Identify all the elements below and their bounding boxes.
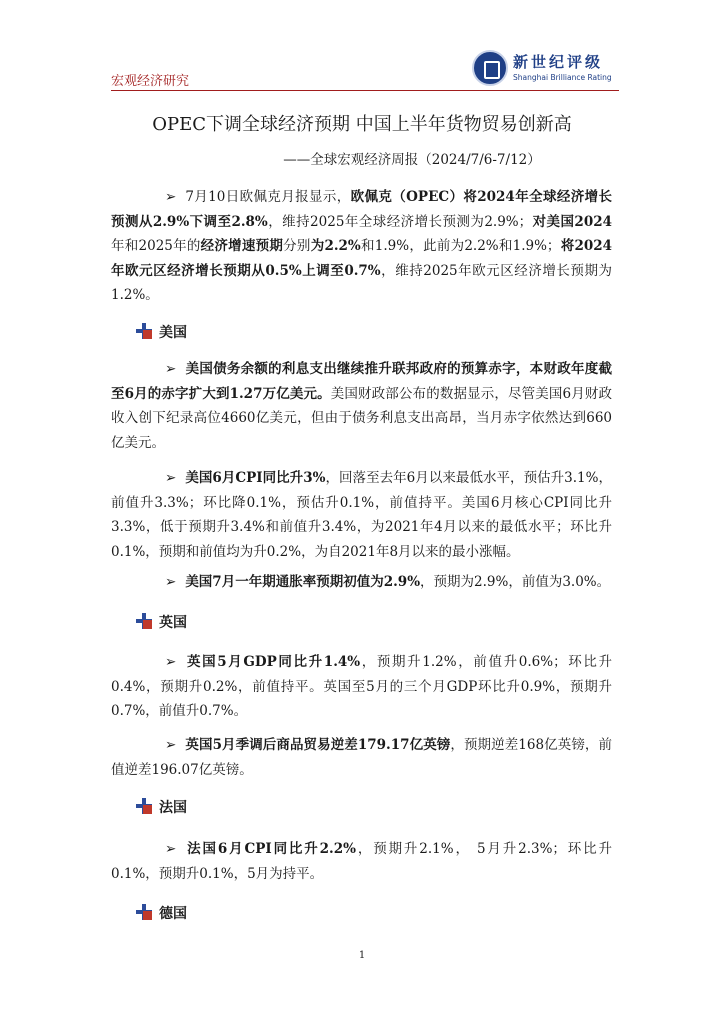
section-marker-icon bbox=[135, 797, 153, 815]
bullet-arrow-icon: ➢ bbox=[165, 189, 177, 205]
bold-text-run: 经济增速预期 bbox=[200, 238, 284, 254]
us-paragraph-3 bbox=[111, 570, 612, 595]
logo bbox=[472, 50, 617, 90]
section-marker-icon bbox=[135, 612, 153, 630]
text-run: ，维持2025年欧元区经济增长预期为1.2%。 bbox=[111, 262, 612, 303]
logo-name-cn: 新世纪评级 bbox=[513, 53, 604, 71]
logo-name-en: Shanghai Brilliance Rating bbox=[513, 73, 612, 82]
bold-text-run: 美国6月CPI同比升3% bbox=[185, 470, 326, 486]
text-run: 美国财政部公布的数据显示，尽管美国6月财政收入创下纪录高位4660亿美元，但由于债务利息支出高昂，当月赤字依然达到660亿美元。 bbox=[111, 385, 612, 451]
section-title: 法国 bbox=[159, 800, 187, 816]
bold-text-run: 美国7月一年期通胀率预期初值为2.9% bbox=[185, 574, 421, 590]
bullet-arrow-icon: ➢ bbox=[165, 470, 177, 486]
fr-paragraph-1 bbox=[111, 837, 612, 886]
text-run: ，预期为2.9%，前值为3.0%。 bbox=[420, 574, 611, 590]
bold-text-run: 法国6月CPI同比升2.2% bbox=[185, 841, 356, 857]
bold-text-run: 美国债务余额的利息支出继续推升联邦政府的预算赤字，本财政年度截至6月的赤字扩大到1.27万亿美元。 bbox=[111, 361, 612, 402]
us-paragraph-1 bbox=[111, 357, 612, 455]
text-run: ，预期升1.2%，前值升0.6%；环比升0.4%，预期升0.2%，前值持平。英国至5月的三个月GDP环比升0.9%，预期升0.7%，前值升0.7%。 bbox=[111, 654, 612, 719]
section-title: 英国 bbox=[159, 615, 187, 631]
text-run: 和1.9%，此前为2.2%和1.9%； bbox=[360, 238, 561, 254]
report-subtitle: ——全球宏观经济周报（2024/7/6-7/12） bbox=[283, 152, 541, 168]
section-marker-icon bbox=[135, 903, 153, 921]
text-run: ，预期升2.1%， 5月升2.3%；环比升0.1%，预期升0.1%，5月为持平。 bbox=[111, 841, 612, 882]
bullet-arrow-icon: ➢ bbox=[165, 737, 177, 753]
bullet-arrow-icon: ➢ bbox=[165, 841, 177, 857]
header-divider bbox=[111, 90, 619, 91]
uk-paragraph-1 bbox=[111, 650, 612, 724]
us-paragraph-2 bbox=[111, 466, 612, 564]
section-title: 德国 bbox=[159, 906, 187, 922]
bold-text-run: 欧佩克（OPEC）将2024年全球经济增长预测从2.9%下调至2.8% bbox=[111, 189, 612, 230]
text-run: 7月10日欧佩克月报显示， bbox=[185, 189, 351, 205]
bold-text-run: 英国5月GDP同比升1.4% bbox=[185, 654, 361, 670]
report-title: OPEC下调全球经济预期 中国上半年货物贸易创新高 bbox=[152, 114, 572, 135]
bold-text-run: 英国5月季调后商品贸易逆差179.17亿英镑 bbox=[185, 737, 451, 753]
section-marker-icon bbox=[135, 322, 153, 340]
bullet-arrow-icon: ➢ bbox=[165, 654, 177, 670]
logo-emblem-icon bbox=[472, 50, 508, 86]
bold-text-run: 为2.2% bbox=[310, 238, 361, 254]
page-number: 1 bbox=[358, 950, 366, 961]
bold-text-run: 对美国2024 bbox=[532, 213, 613, 230]
header-label: 宏观经济研究 bbox=[111, 74, 190, 89]
bullet-arrow-icon: ➢ bbox=[165, 574, 177, 590]
text-run: ，回落至去年6月以来最低水平，预估升3.1%，前值升3.3%；环比降0.1%，预估升0.1%，前值持平。美国6月核心CPI同比升3.3%，低于预期升3.4%和前值升3.4%，为2021年4月以来的最低水平；环比升0.1%，预期和前值均为升0.2%，为自2021年8月以来的最小涨幅。 bbox=[111, 470, 613, 560]
text-run: 分别 bbox=[283, 238, 311, 254]
text-run: ，维持2025年全球经济增长预测为2.9%； bbox=[267, 213, 533, 230]
text-run: ，预期逆差168亿英镑，前值逆差196.07亿英镑。 bbox=[111, 737, 612, 778]
intro-paragraph bbox=[111, 185, 612, 308]
bold-text-run: 将2024年欧元区经济增长预期从0.5%上调至0.7% bbox=[111, 238, 613, 279]
text-run: 和2025年的 bbox=[124, 238, 201, 254]
section-title: 美国 bbox=[159, 325, 187, 341]
text-run: 年 bbox=[111, 238, 125, 254]
bullet-arrow-icon: ➢ bbox=[165, 361, 177, 377]
uk-paragraph-2 bbox=[111, 733, 612, 782]
